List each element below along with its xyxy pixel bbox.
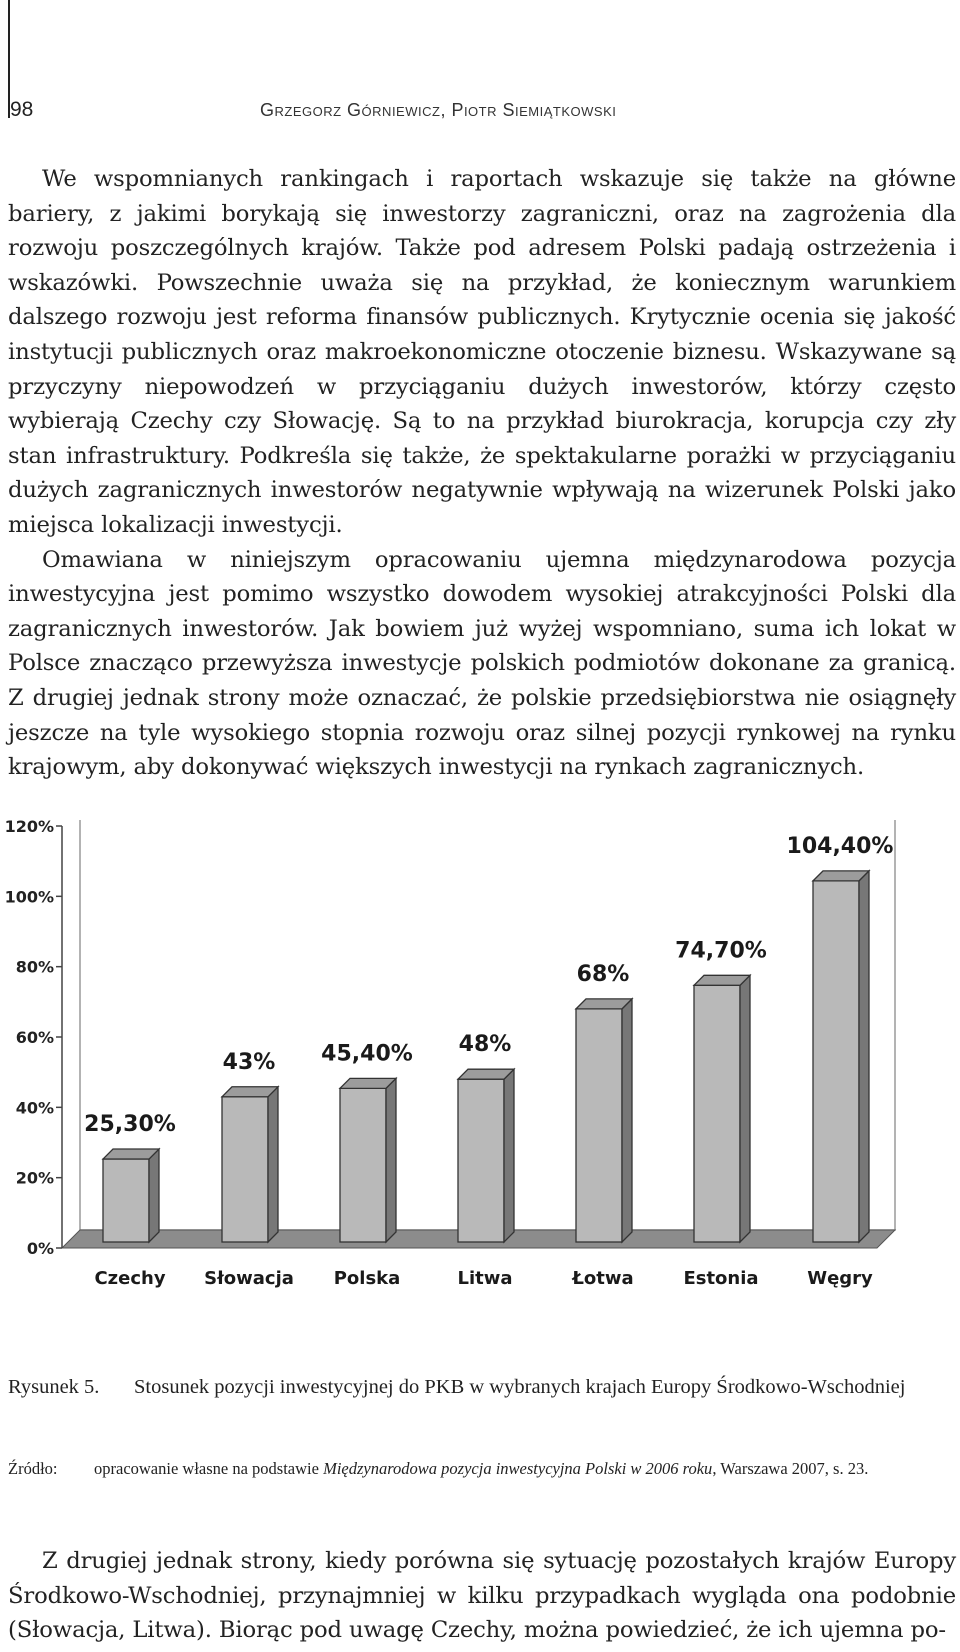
bar-side bbox=[504, 1069, 514, 1242]
paragraph-3: Z drugiej jednak strony, kiedy porówna się sytuację pozostałych krajów Europy Środkowo-Wschodniej, przynajmniej w kilku przypadkach wygląda ona podobnie (Słowacja, Litwa). Biorąc pod uwagę Czechy, można powiedzieć, że ich ujemna po- bbox=[8, 1548, 956, 1644]
y-tick-label: 60% bbox=[15, 1028, 54, 1047]
bar-top bbox=[222, 1087, 278, 1097]
figure-caption bbox=[8, 1373, 956, 1401]
bar-value-label: 74,70% bbox=[675, 938, 767, 964]
bar-side bbox=[622, 999, 632, 1242]
source-suffix: , Warszawa 2007, s. 23. bbox=[712, 1459, 869, 1478]
bar-side bbox=[859, 871, 869, 1242]
bar-value-label: 45,40% bbox=[321, 1041, 413, 1067]
source-label: Źródło: bbox=[8, 1459, 58, 1478]
bar-top bbox=[103, 1149, 159, 1159]
bar-front bbox=[576, 1009, 622, 1242]
bar-side bbox=[386, 1078, 396, 1242]
y-tick-label: 120% bbox=[4, 820, 54, 836]
bar-chart bbox=[0, 820, 960, 1350]
bar-front bbox=[103, 1159, 149, 1242]
bar-front bbox=[458, 1079, 504, 1242]
figure-source bbox=[8, 1456, 956, 1481]
paragraph-1: We wspomnianych rankingach i raportach wskazuje się także na główne bariery, z jakimi borykają się inwestorzy zagraniczni, oraz na zagrożenia dla rozwoju poszczególnych krajów. Także pod adresem Polski padają ostrzeżenia i wskazówki. Powszechnie uważa się na przykład, że koniecznym warunkiem dalszego rozwoju jest reforma finansów publicznych. Krytycznie ocenia się jakość instytucji publicznych oraz makroekonomiczne otoczenie biznesu. Wskazywane są przyczyny niepowodzeń w przyciąganiu dużych inwestorów, którzy często wybierają Czechy czy Słowację. Są to na przykład biurokracja, korupcja czy zły stan infrastruktury. Podkreśla się także, że spektakularne porażki w przyciąganiu dużych zagranicznych inwestorów negatywnie wpływają na wizerunek Polski jako miejsca lokalizacji inwestycji. bbox=[8, 166, 956, 538]
source-text bbox=[94, 1456, 956, 1481]
bar-front bbox=[694, 985, 740, 1242]
bar-side bbox=[149, 1149, 159, 1242]
body-text-bottom bbox=[8, 1544, 956, 1648]
bar-front bbox=[813, 881, 859, 1242]
bar-top bbox=[813, 871, 869, 881]
x-category-label: Litwa bbox=[457, 1268, 513, 1289]
bar-side bbox=[268, 1087, 278, 1242]
x-category-label: Łotwa bbox=[572, 1268, 634, 1289]
body-text-top bbox=[8, 162, 956, 785]
paragraph-2: Omawiana w niniejszym opracowaniu ujemna międzynarodowa pozycja inwestycyjna jest pomimo wszystko dowodem wysokiej atrakcyjności Polski dla zagranicznych inwestorów. Jak bowiem już wyżej wspomniano, suma ich lokat w Polsce znacząco przewyższa inwestycje polskich podmiotów dokonane za granicą. Z drugiej jednak strony może oznaczać, że polskie przedsiębiorstwa nie osiągnęły jeszcze na tyle wysokiego stopnia rozwoju oraz silnej pozycji rynkowej na rynku krajowym, aby dokonywać większych inwestycji na rynkach zagranicznych. bbox=[8, 546, 956, 781]
x-category-label: Polska bbox=[333, 1268, 401, 1289]
bar-side bbox=[740, 975, 750, 1242]
figure-chart bbox=[0, 820, 960, 1350]
y-tick-label: 0% bbox=[26, 1239, 54, 1258]
x-category-label: Czechy bbox=[94, 1268, 166, 1289]
source-title: Międzynarodowa pozycja inwestycyjna Polski w 2006 roku bbox=[323, 1459, 713, 1478]
source-prefix: opracowanie własne na podstawie bbox=[94, 1459, 324, 1478]
y-tick-label: 100% bbox=[4, 887, 54, 907]
x-category-label: Słowacja bbox=[204, 1268, 294, 1289]
bar-front bbox=[222, 1097, 268, 1242]
caption-text: Stosunek pozycji inwestycyjnej do PKB w wybranych krajach Europy Środkowo-Wschodniej bbox=[134, 1376, 906, 1398]
bar-value-label: 48% bbox=[458, 1032, 512, 1058]
page-number: 98 bbox=[10, 98, 34, 121]
bar-value-label: 104,40% bbox=[786, 833, 894, 859]
bar-value-label: 43% bbox=[222, 1049, 276, 1075]
caption-label: Rysunek 5. bbox=[8, 1376, 100, 1398]
bar-top bbox=[340, 1078, 396, 1088]
y-tick-label: 20% bbox=[15, 1168, 54, 1188]
y-tick-label: 80% bbox=[15, 957, 54, 977]
bar-front bbox=[340, 1088, 386, 1242]
bar-top bbox=[576, 999, 632, 1009]
bar-top bbox=[694, 975, 750, 985]
x-category-label: Węgry bbox=[807, 1268, 873, 1289]
bar-value-label: 68% bbox=[576, 961, 630, 987]
bar-top bbox=[458, 1069, 514, 1079]
running-head: Grzegorz Górniewicz, Piotr Siemiątkowski bbox=[260, 100, 617, 120]
y-tick-label: 40% bbox=[15, 1098, 54, 1118]
bar-value-label: 25,30% bbox=[84, 1112, 176, 1138]
x-category-label: Estonia bbox=[683, 1268, 759, 1289]
